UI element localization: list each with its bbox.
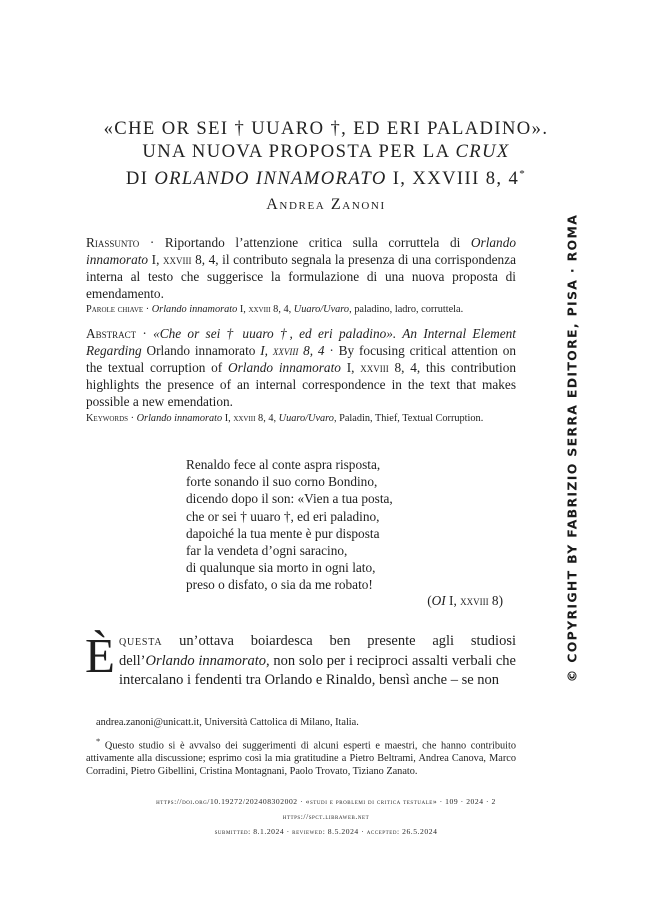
poem-line: Renaldo fece al conte aspra risposta, bbox=[186, 457, 381, 472]
riassunto-text: Riportando l’attenzione critica sulla corruttela di bbox=[164, 235, 471, 250]
poem-line: di qualunque sia morto in ogni lato, bbox=[186, 560, 376, 576]
riassunto-paragraph bbox=[86, 234, 516, 302]
riassunto-label: Riassunto bbox=[86, 235, 140, 250]
abstract-canto: xxviii bbox=[360, 360, 389, 375]
abstract-text: · By focusing critical attention on the textual corruption of bbox=[86, 343, 517, 375]
drop-cap: È bbox=[85, 628, 115, 683]
abstract-canto: xxviii bbox=[272, 343, 299, 358]
keywords-text: , Paladin, Thief, Textual Corruption. bbox=[333, 413, 484, 424]
copyright-text: © COPYRIGHT BY FABRIZIO SERRA EDITORE, PISA · ROMA bbox=[564, 213, 580, 683]
body-work: Orlando innamorato bbox=[145, 652, 267, 669]
footnotes bbox=[86, 716, 516, 784]
parole-chiave-canto: xxviii bbox=[248, 304, 271, 315]
title-line-3-ref: I, XXVIII 8, 4 bbox=[386, 168, 520, 190]
riassunto-sep: · bbox=[139, 235, 165, 250]
abstract-text: I, bbox=[340, 360, 361, 375]
parole-chiave-text: , paladino, ladro, corruttela. bbox=[349, 304, 464, 315]
footnote-star bbox=[86, 735, 516, 778]
title-line-3 bbox=[60, 163, 592, 190]
body-text: un’ottava boiardesca ben presente agli studiosi dell’ bbox=[118, 633, 516, 669]
parole-chiave-sep: · bbox=[143, 304, 152, 315]
parole-chiave-paragraph bbox=[86, 303, 516, 316]
poem-line: forte sonando il suo corno Bondino, bbox=[186, 474, 378, 490]
riassunto-canto: xxviii bbox=[162, 252, 192, 267]
poem-line: che or sei † uuaro †, ed eri paladino, bbox=[186, 508, 380, 524]
abstract-title-en: 8, 4 bbox=[298, 343, 325, 358]
keywords-term: Uuaro/Uvaro bbox=[278, 413, 334, 424]
keywords-work: Orlando innamorato bbox=[136, 413, 223, 424]
keywords-text: 8, 4, bbox=[255, 413, 279, 424]
poem-ref-paren: ( bbox=[427, 593, 432, 608]
parole-chiave-label: Parole chiave bbox=[86, 304, 144, 315]
title-line-2-text: UNA NUOVA PROPOSTA PER LA bbox=[142, 141, 456, 162]
abstract-title-en: «Che or sei † uuaro †, ed eri paladino». An Internal Element Regarding bbox=[86, 326, 516, 358]
abstract-sep: · bbox=[136, 326, 154, 341]
poem-line: far la vendeta d’ogni saracino, bbox=[186, 543, 348, 559]
poem-quotation bbox=[186, 456, 393, 594]
footnote-email bbox=[86, 716, 516, 729]
poem-ref-book: I, bbox=[445, 593, 461, 608]
abstract-work: Orlando innamorato bbox=[146, 343, 256, 358]
poem-ref-canto: xxviii bbox=[460, 593, 489, 608]
footer-dates-line: submitted: 8.1.2024 · reviewed: 8.5.2024 · accepted: 26.5.2024 bbox=[214, 827, 438, 836]
title-work: ORLANDO INNAMORATO bbox=[154, 168, 387, 190]
title-footnote-mark: * bbox=[519, 168, 527, 180]
poem-reference bbox=[300, 593, 503, 609]
abstract-work: Orlando innamorato bbox=[228, 360, 341, 375]
keywords-sep: · bbox=[128, 413, 137, 424]
body-small-caps: questa bbox=[118, 633, 163, 649]
footnote-text: Questo studio si è avvalso dei suggerimenti di alcuni esperti e maestri, che hanno contribuito attivamente alla discussione; esprimo così la mia gratitudine a Pietro Beltrami, Andrea Canova, Marco Corradini, Pietro Gibellini, Cristina Montagnani, Paolo Trovato, Tiziano Zanato. bbox=[86, 740, 516, 778]
footer-url-line: https://spct.libraweb.net bbox=[282, 812, 370, 821]
body-text: , non solo per i reciproci assalti verbali che intercalano i fendenti tra Orlando e Rinaldo, bensì anche – se non bbox=[118, 652, 516, 688]
title-line-2 bbox=[60, 140, 592, 163]
poem-ref-work: OI bbox=[431, 593, 446, 608]
article-title bbox=[60, 117, 592, 190]
parole-chiave-work: Orlando innamorato bbox=[151, 304, 238, 315]
parole-chiave-text: I, bbox=[237, 304, 249, 315]
poem-line: preso o disfato, o sia da me robato! bbox=[186, 577, 373, 593]
abstract-label: Abstract bbox=[86, 326, 137, 341]
keywords-text: I, bbox=[222, 413, 234, 424]
footnote-mark: * bbox=[96, 736, 101, 746]
body-paragraph bbox=[85, 628, 516, 691]
side-copyright bbox=[558, 213, 586, 683]
author-affiliation: andrea.zanoni@unicatt.it, Università Cattolica di Milano, Italia. bbox=[96, 717, 359, 728]
poem-line: dicendo dopo il son: «Vien a tua posta, bbox=[186, 491, 393, 507]
title-line-3-text: DI bbox=[125, 168, 155, 190]
riassunto-text: 8, 4, il contributo segnala la presenza di una corrispondenza interna al testo che suggerisce la formulazione di una nuova proposta di emendamento. bbox=[86, 252, 516, 301]
abstract-text: 8, 4, this contribution highlights the presence of an internal correspondence in the text that makes possible a new emendation. bbox=[86, 360, 516, 409]
title-crux: CRUX bbox=[455, 141, 510, 162]
keywords-label: Keywords bbox=[86, 413, 129, 424]
riassunto-text: I, bbox=[148, 252, 163, 267]
parole-chiave-text: 8, 4, bbox=[270, 304, 294, 315]
keywords-paragraph bbox=[86, 412, 516, 425]
poem-line: dapoiché la tua mente è pur disposta bbox=[186, 525, 380, 541]
abstract-title-en: I, bbox=[255, 343, 273, 358]
abstract-paragraph bbox=[86, 325, 516, 410]
poem-ref-stanza: 8) bbox=[488, 593, 503, 608]
author-name: Andrea Zanoni bbox=[266, 196, 386, 213]
parole-chiave-term: Uuaro/Uvaro bbox=[293, 304, 350, 315]
keywords-canto: xxviii bbox=[233, 413, 256, 424]
title-line-1: «CHE OR SEI † UUARO †, ED ERI PALADINO». bbox=[103, 118, 549, 139]
riassunto-work: Orlando innamorato bbox=[86, 235, 516, 267]
footer-doi-line: https://doi.org/10.19272/202408302002 · «studi e problemi di critica testuale» · 109 · 2024 · 2 bbox=[156, 797, 496, 806]
